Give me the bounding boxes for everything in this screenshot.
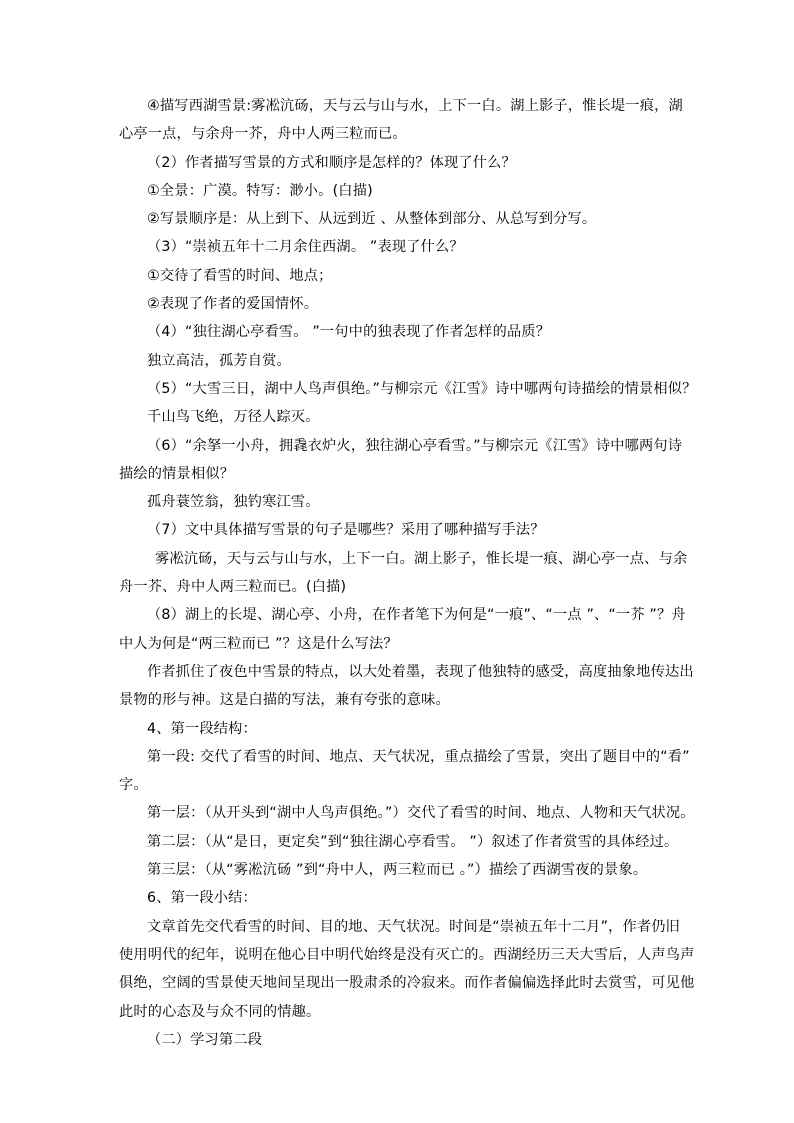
text-line: （4）“独往湖心亭看雪。 ”一句中的独表现了作者怎样的品质？ <box>147 324 551 341</box>
text-line: ②表现了作者的爱国情怀。 <box>147 296 319 313</box>
text-line: 中人为何是“两三粒而已 ”？这是什么写法？ <box>119 635 398 652</box>
text-line: 独立高洁，孤芳自赏。 <box>147 352 291 369</box>
text-line: 雾凇沆砀，天与云与山与水，上下一白。湖上影子，惟长堤一痕、湖心亭一点、与余 <box>155 550 688 567</box>
text-line: （3）“崇祯五年十二月余住西湖。 ”表现了什么？ <box>147 239 464 256</box>
text-line: （8）湖上的长堤、湖心亭、小舟，在作者笔下为何是“一痕”、“一点 ”、“一芥 ”？舟 <box>147 607 686 624</box>
text-line: 字。 <box>119 777 148 794</box>
text-line: 第一段: 交代了看雪的时间、地点、天气状况，重点描绘了雪景，突出了题目中的“看” <box>147 748 690 765</box>
text-line: 舟一芥、舟中人两三粒而已。(白描) <box>119 579 347 596</box>
text-line: 作者抓住了夜色中雪景的特点，以大处着墨，表现了他独特的感受，高度抽象地传达出 <box>147 663 694 680</box>
text-line: 第三层：（从“雾凇沆砀 ”到“舟中人，两三粒而已 。”）描绘了西湖雪夜的景象。 <box>147 862 648 879</box>
text-line: 千山鸟飞绝，万径人踪灭。 <box>147 409 320 426</box>
text-line: （2）作者描写雪景的方式和顺序是怎样的？体现了什么？ <box>147 154 516 171</box>
text-line: 文章首先交代看雪的时间、目的地、天气状况。时间是“崇祯五年十二月”，作者仍旧 <box>147 918 681 935</box>
text-line: ①全景：广漠。特写：渺小。(白描) <box>147 182 373 199</box>
text-line: ①交待了看雪的时间、地点； <box>147 267 333 284</box>
text-line: 第一层：（从开头到“湖中人鸟声俱绝。”）交代了看雪的时间、地点、人物和天气状况。 <box>147 805 695 822</box>
text-line: 景物的形与神。这是白描的写法，兼有夸张的意味。 <box>119 692 450 709</box>
text-line: 心亭一点，与余舟一芥，舟中人两三粒而已。 <box>119 126 407 143</box>
text-line: 描绘的情景相似？ <box>119 465 235 482</box>
text-line: （7）文中具体描写雪景的句子是哪些？采用了哪种描写手法？ <box>147 522 545 539</box>
text-line: 俱绝，空阔的雪景使天地间呈现出一股肃杀的冷寂来。而作者偏偏选择此时去赏雪，可见他 <box>119 975 695 992</box>
section-heading: （二）学习第二段 <box>147 1031 263 1048</box>
text-line: 6、第一段小结： <box>147 890 257 907</box>
text-line: ②写景顺序是：从上到下、从远到近 、从整体到部分、从总写到分写。 <box>147 211 597 228</box>
text-line: 第二层：（从“是日，更定矣”到“独往湖心亭看雪。 ”）叙述了作者赏雪的具体经过。 <box>147 833 679 850</box>
text-line: 此时的心态及与众不同的情趣。 <box>119 1003 321 1020</box>
text-line: （5）“大雪三日，湖中人鸟声俱绝。”与柳宗元《江雪》诗中哪两句诗描绘的情景相似？ <box>147 380 697 397</box>
text-line: 使用明代的纪年，说明在他心目中明代始终是没有灭亡的。西湖经历三天大雪后，人声鸟声 <box>119 946 695 963</box>
document-body <box>119 92 697 1054</box>
text-line: 孤舟蓑笠翁，独钓寒江雪。 <box>147 494 320 511</box>
text-line: ④描写西湖雪景:雾凇沆砀，天与云与山与水，上下一白。湖上影子，惟长堤一痕，湖 <box>147 98 683 114</box>
text-line: 4、第一段结构： <box>147 720 257 737</box>
text-line: （6）“余拏一小舟，拥毳衣炉火，独往湖心亭看雪。”与柳宗元《江雪》诗中哪两句诗 <box>147 437 683 454</box>
